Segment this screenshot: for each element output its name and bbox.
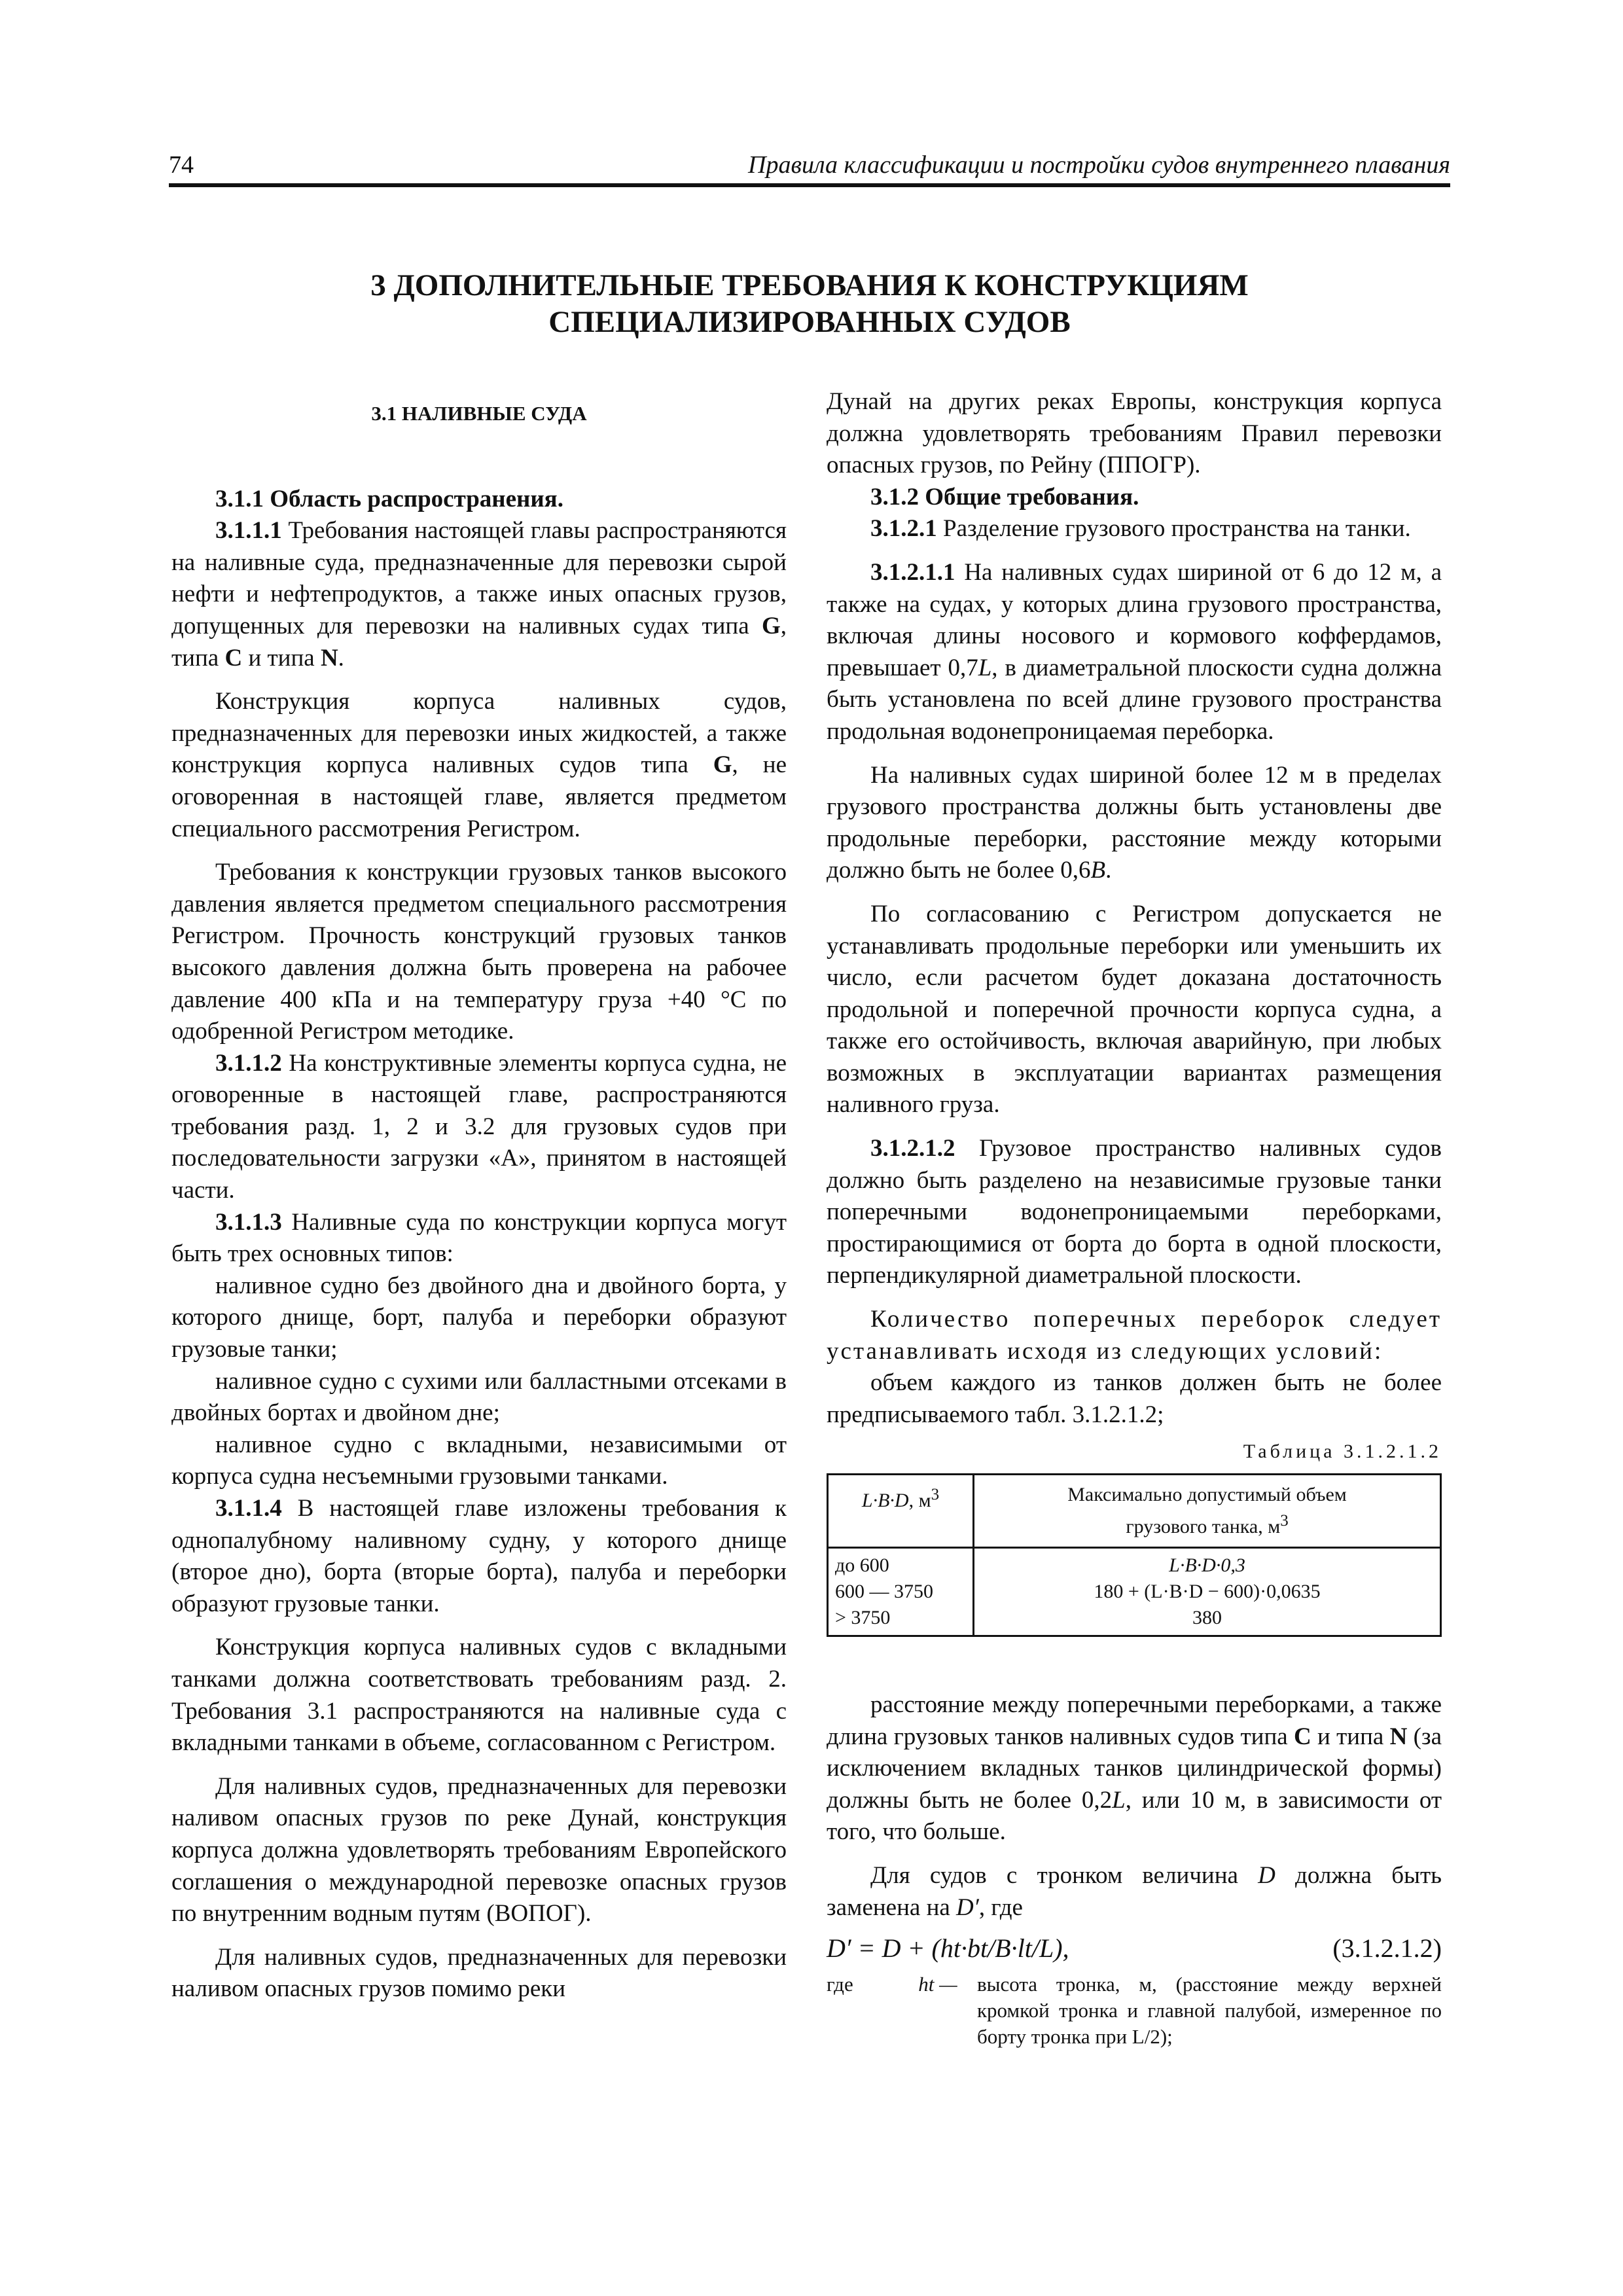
table-header-cell-lbd: L·B·D, $м^3$: [828, 1475, 974, 1548]
clause-number: 3.1.2.1.1: [870, 558, 955, 586]
clause-number: 3.1.1.2: [215, 1049, 282, 1077]
subsection-heading-3-1-2: 3.1.2 Общие требования.: [870, 483, 1139, 511]
paragraph-trunk: Для судов с тронком величина D должна быть заменена на D′, где: [827, 1861, 1442, 1921]
running-header: [169, 145, 1450, 187]
table-range-cell: до 600 600 — 3750 > 3750: [828, 1548, 974, 1636]
paragraph-width-over-12m: На наливных судах шириной более 12 м в пределах грузового пространства должны быть установлены две продольные переборки, расстояние между которыми должно быть не более 0,6B.: [827, 761, 1442, 884]
paragraph-3-1-2-1-2: 3.1.2.1.2 Грузовое пространство наливных судов должно быть разделено на независимые грузовые танки поперечными водонепроницаемыми переборками, простирающимися от борта до борта в одной плоскости, перпендикулярной диаметральной плоскости.: [827, 1135, 1442, 1289]
subsection-heading-3-1-1: 3.1.1 Область распространения.: [215, 485, 563, 512]
paragraph-3-1-1-2: 3.1.1.2 На конструктивные элементы корпуса судна, не оговоренные в настоящей главе, распространяются требования разд. 1, 2 и 3.2 для грузовых судов при последовательности загрузки «А», принятом в настоящей части.: [171, 1049, 787, 1204]
table-caption: Таблица 3.1.2.1.2: [1243, 1441, 1442, 1463]
formula-number: (3.1.2.1.2): [1332, 1933, 1442, 1964]
clause-number: 3.1.2.1.2: [870, 1135, 955, 1162]
section-heading: 3.1 НАЛИВНЫЕ СУДА: [371, 402, 587, 425]
table-body-row: [828, 1548, 1441, 1636]
paragraph-independent-tanks: Конструкция корпуса наливных судов с вкладными танками должна соответствовать требованиям разд. 2. Требования 3.1 распространяются на наливные суда с вкладными танками в объеме, согласованном с Регистром.: [171, 1634, 787, 1757]
left-column: [171, 386, 787, 2005]
paragraph-bulkhead-count: Количество поперечных переборок следует устанавливать исходя из следующих условий:: [827, 1306, 1442, 1365]
paragraph-3-1-1-1: 3.1.1.1 Требования настоящей главы распространяются на наливные суда, предназначенные для перевозки сырой нефти и нефтепродуктов, а также иных опасных грузов, допущенных для перевозки на наливных судах типа G, типа C и типа N.: [171, 517, 787, 672]
paragraph-3-1-2-1-1: 3.1.2.1.1 На наливных судах шириной от 6 до 12 м, а также на судах, у которых длина грузового пространства, включая длины носового и кормового коффердамов, превышает 0,7L, в диаметральной плоскости судна должна быть установлена по всей длине грузового пространства продольная водонепроницаемая переборка.: [827, 558, 1442, 745]
paragraph-continuation: Дунай на других реках Европы, конструкция корпуса должна удовлетворять требованиям Правил перевозки опасных грузов, по Рейну (ППОГР).: [827, 388, 1442, 479]
list-item-type3: наливное судно с вкладными, независимыми от корпуса судна несъемными грузовыми танками.: [171, 1431, 787, 1490]
chapter-title-line2: СПЕЦИАЛИЗИРОВАННЫХ СУДОВ: [548, 305, 1071, 339]
list-item-type2: наливное судно с сухими или балластными отсеками в двойных бортах и двойном дне;: [171, 1367, 787, 1427]
paragraph-high-pressure-tanks: Требования к конструкции грузовых танков высокого давления является предметом специального рассмотрения Регистром. Прочность конструкций грузовых танков высокого давления должна быть проверена на рабочее давление 400 кПа и на температуру груза +40 °C по одобренной Регистром методике.: [171, 859, 787, 1045]
paragraph-danube: Для наливных судов, предназначенных для перевозки наливом опасных грузов по реке Дунай, конструкция корпуса должна удовлетворять требованиям Европейского соглашения о международной перевозке опасных грузов по внутренним водным путям (ВОПОГ).: [171, 1772, 787, 1928]
list-item-type1: наливное судно без двойного дна и двойного борта, у которого днище, борт, палуба и переборки образуют грузовые танки;: [171, 1272, 787, 1363]
clause-number: 3.1.1.3: [215, 1208, 282, 1236]
table-spacer: [827, 1637, 1442, 1689]
running-title: Правила классификации и постройки судов внутреннего плавания: [748, 151, 1450, 179]
paragraph-other-rivers: Для наливных судов, предназначенных для перевозки наливом опасных грузов помимо реки: [171, 1943, 787, 2003]
clause-number: 3.1.1.1: [215, 517, 282, 545]
paragraph-3-1-1-3: 3.1.1.3 Наливные суда по конструкции корпуса могут быть трех основных типов:: [171, 1208, 787, 1268]
formula-row: [827, 1933, 1442, 1965]
clause-number: 3.1.1.4: [215, 1495, 282, 1522]
tank-volume-table: [827, 1473, 1442, 1637]
paragraph-hull-construction: Конструкция корпуса наливных судов, предназначенных для перевозки иных жидкостей, а также конструкция корпуса наливных судов типа G, не оговоренная в настоящей главе, является предметом специального рассмотрения Регистром.: [171, 688, 787, 842]
table-value-cell: L·B·D·0,3 180 + (L·B·D − 600)·0,0635 380: [974, 1548, 1441, 1636]
paragraph-3-1-1-4: 3.1.1.4 В настоящей главе изложены требования к однопалубному наливному судну, у которого днище (второе дно), борта (вторые борта), палуба и переборки образуют грузовые танки.: [171, 1495, 787, 1617]
where-text: высота тронка, м, (расстояние между верхней кромкой тронка и главной палубой, измеренное по борту тронка при L/2);: [977, 1972, 1442, 2048]
chapter-title-line1: 3 ДОПОЛНИТЕЛЬНЫЕ ТРЕБОВАНИЯ К КОНСТРУКЦИЯМ: [370, 268, 1249, 302]
where-symbol: ht —: [918, 1972, 957, 1996]
chapter-title: [169, 267, 1450, 340]
right-column: [827, 386, 1442, 2050]
paragraph-bulkhead-distance: расстояние между поперечными переборками, а также длина грузовых танков наливных судов типа C и типа N (за исключением вкладных танков цилиндрической формы) должны быть не более 0,2L, или 10 м, в зависимости от того, что больше.: [827, 1691, 1442, 1846]
paragraph-tank-volume: объем каждого из танков должен быть не более предписываемого табл. 3.1.2.1.2;: [827, 1369, 1442, 1428]
page-number: 74: [169, 151, 194, 179]
formula: D′ = D + (ht·bt/B·lt/L),: [827, 1933, 1069, 1964]
paragraph-3-1-2-1: 3.1.2.1 Разделение грузового пространства на танки.: [870, 515, 1411, 543]
clause-number: 3.1.2.1: [870, 515, 937, 543]
where-label: где: [827, 1972, 853, 1996]
table-header-row: [828, 1475, 1441, 1548]
paragraph-register-agreement: По согласованию с Регистром допускается не устанавливать продольные переборки или уменьшить их число, если расчетом будет доказана достаточность продольной и поперечной прочности корпуса судна, а также его остойчивость, включая аварийную, при любых возможных в эксплуатации вариантах размещения наливного груза.: [827, 900, 1442, 1119]
table-header-cell-max-volume: Максимально допустимый объем грузового танка, $м^3$: [974, 1475, 1441, 1548]
formula-explanation: [827, 1971, 1442, 2050]
